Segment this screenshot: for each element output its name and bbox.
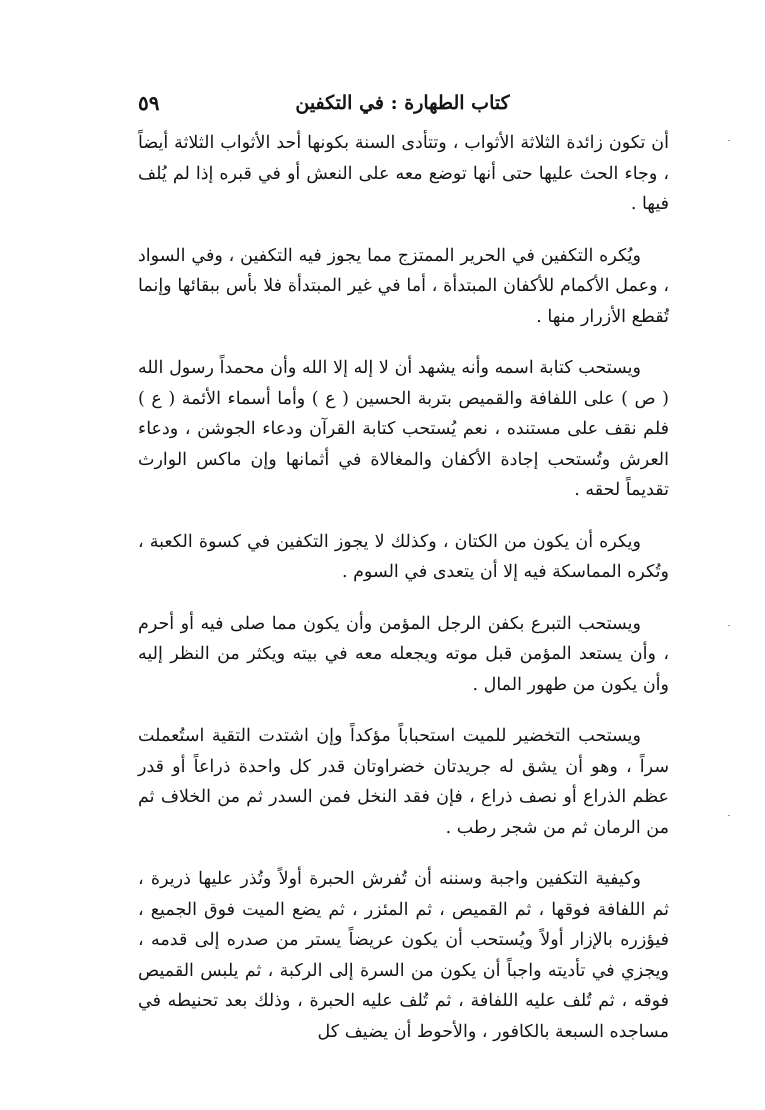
running-head-title: كتاب الطهارة : في التكفين — [295, 92, 510, 114]
paragraph-4: ويكره أن يكون من الكتان ، وكذلك لا يجوز التكفين في كسوة الكعبة ، وتُكره المماسكة فيه إلا أن يتعدى في السوم . — [138, 531, 669, 582]
margin-speck — [728, 140, 730, 141]
paragraph-7: وكيفية التكفين واجبة وسننه أن تُفرش الحبرة أولاً وتُذر عليها ذريرة ، ثم اللفافة فوقها ، ثم القميص ، ثم المئزر ، ثم يضع الميت فوق الجميع ، فيؤزره بالإزار أولاً ويُستحب أن يكون عريضاً يستر من صدره إلى قدمه ، ويجزي في تأديته واجباً أن يكون من السرة إلى الركبة ، ثم يلبس القميص فوقه ، ثم تُلف عليه اللفافة ، ثم تُلف عليه الحبرة ، وذلك بعد تحنيطه في مساجده السبعة بالكافور ، والأحوط أن يضيف كل — [138, 869, 669, 1042]
paragraph-6: ويستحب التخضير للميت استحباباً مؤكداً وإن اشتدت التقية استُعملت سراً ، وهو أن يشق له جريدتان خضراوتان قدر كل واحدة ذراعاً أو قدر عظم الذراع أو نصف ذراع ، فإن فقد النخل فمن السدر ثم من الخلاف ثم من الرمان ثم من شجر رطب . — [138, 726, 669, 838]
body-text — [138, 128, 669, 1068]
paragraph-5: ويستحب التبرع بكفن الرجل المؤمن وأن يكون مما صلى فيه أو أحرم ، وأن يستعد المؤمن قبل موته ويجعله معه في بيته ويكثر من النظر إليه وأن يكون من طهور المال . — [138, 613, 669, 695]
page-header — [138, 86, 667, 120]
page-number: ٥٩ — [138, 91, 160, 115]
margin-speck — [728, 815, 730, 816]
paragraph-2: ويُكره التكفين في الحرير الممتزج مما يجوز فيه التكفين ، وفي السواد ، وعمل الأكمام للأكفان المبتدأة ، أما في غير المبتدأة فلا بأس ببقائها وإنما تُقطع الأزرار منها . — [138, 245, 669, 327]
paragraph-3: ويستحب كتابة اسمه وأنه يشهد أن لا إله إلا الله وأن محمداً رسول الله ( ص ) على اللفافة والقميص بتربة الحسين ( ع ) وأما أسماء الأئمة ( ع ) فلم نقف على مستنده ، نعم يُستحب كتابة القرآن ودعاء الجوشن ، ودعاء العرش وتُستحب إجادة الأكفان والمغالاة في أثمانها وإن ماكس الوارث تقديماً لحقه . — [138, 358, 669, 500]
paragraph-1: أن تكون زائدة الثلاثة الأثواب ، وتتأدى السنة بكونها أحد الأثواب الثلاثة أيضاً ، وجاء الحث عليها حتى أنها توضع معه على النعش أو في قبره إذا لم يُلف فيها . — [138, 133, 669, 214]
margin-speck — [728, 625, 730, 626]
